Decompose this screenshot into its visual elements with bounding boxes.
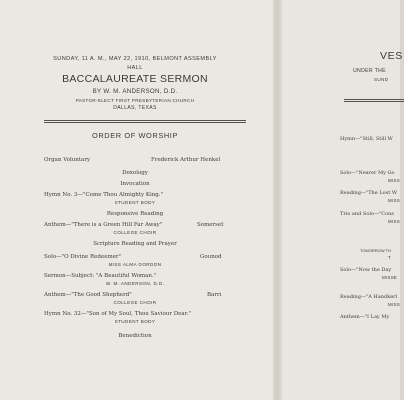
right-item-1: Hymn—"Still, Still W bbox=[340, 136, 393, 142]
sermon-label: Sermon—Subject: "A Beautiful Woman." bbox=[44, 273, 157, 279]
sermon-title: BACCALAUREATE SERMON bbox=[62, 73, 208, 85]
right-item-4-performer: MISS bbox=[388, 219, 400, 224]
right-item-7-performer: MISS bbox=[388, 302, 400, 307]
right-item-4: Trio and Solo—"Cons bbox=[340, 211, 394, 217]
benediction: Benediction bbox=[118, 333, 152, 339]
right-page-date: SUND bbox=[374, 77, 389, 82]
right-item-6: Solo—"Now the Day bbox=[340, 267, 392, 273]
order-heading: ORDER OF WORSHIP bbox=[92, 131, 178, 140]
organ-voluntary-label: Organ Voluntary bbox=[44, 157, 91, 163]
right-page-subtitle: UNDER THE bbox=[353, 68, 386, 74]
page-fold bbox=[273, 0, 282, 400]
solo-performer: MISS ALMA GORDON bbox=[108, 262, 162, 267]
right-page-title: VES bbox=[380, 50, 403, 62]
hymn-32-performer: STUDENT BODY bbox=[114, 319, 156, 324]
date-line-2: HALL bbox=[127, 65, 143, 71]
responsive-reading: Responsive Reading bbox=[106, 211, 164, 217]
organ-voluntary-composer: Frederick Arthur Henkel bbox=[151, 157, 221, 163]
pastor-line: PASTOR-ELECT FIRST PRESBYTERIAN CHURCH bbox=[75, 98, 195, 103]
right-page bbox=[282, 0, 403, 400]
right-item-5-performer: T bbox=[388, 255, 391, 260]
date-line-1: SUNDAY, 11 A. M., MAY 22, 1910, BELMONT ASSEMBLY bbox=[53, 56, 217, 62]
service-date bbox=[35, 55, 235, 73]
anthem-2-performer: COLLEGE CHOIR bbox=[113, 300, 157, 305]
anthem-1-label: Anthem—"There is a Green Hill Far Away" bbox=[44, 222, 163, 228]
right-item-5: TOMORROW TH bbox=[360, 248, 391, 253]
solo-label: Solo—"O Divine Redeemer" bbox=[44, 254, 122, 260]
right-item-3-performer: MISS bbox=[388, 198, 400, 203]
right-item-2: Solo—"Nearer My Go bbox=[340, 170, 395, 176]
anthem-2-composer: Barri bbox=[207, 292, 222, 298]
right-item-3: Reading—"The Lost W bbox=[340, 190, 397, 196]
anthem-1-composer: Somerset bbox=[197, 222, 224, 228]
scripture-reading: Scripture Reading and Prayer bbox=[93, 241, 177, 247]
doxology: Doxology bbox=[122, 170, 148, 176]
hymn-32-label: Hymn No. 32—"Son of My Soul, Thou Saviour Dear." bbox=[44, 311, 191, 317]
preacher-line: BY W. M. ANDERSON, D.D. bbox=[92, 88, 178, 95]
right-item-2-performer: MISS bbox=[388, 178, 400, 183]
anthem-2-label: Anthem—"The Good Shepherd" bbox=[44, 292, 132, 298]
hymn-3-label: Hymn No. 3—"Come Thou Almighty King." bbox=[44, 192, 164, 198]
right-divider-2 bbox=[344, 101, 404, 102]
right-item-8: Anthem—"I Lay My bbox=[340, 314, 390, 320]
anthem-1-performer: COLLEGE CHOIR bbox=[113, 230, 157, 235]
divider-top-2 bbox=[44, 122, 246, 123]
hymn-3-performer: STUDENT BODY bbox=[114, 200, 156, 205]
city-line: DALLAS, TEXAS bbox=[113, 105, 157, 111]
solo-composer: Gounod bbox=[200, 254, 222, 260]
right-item-7: Reading—"A Handkerl bbox=[340, 294, 398, 300]
right-divider bbox=[344, 99, 404, 100]
divider-top bbox=[44, 120, 246, 121]
right-item-6-performer: MISSE bbox=[382, 275, 398, 280]
sermon-performer: W. M. ANDERSON, D.D. bbox=[105, 281, 165, 286]
invocation: Invocation bbox=[120, 181, 150, 187]
